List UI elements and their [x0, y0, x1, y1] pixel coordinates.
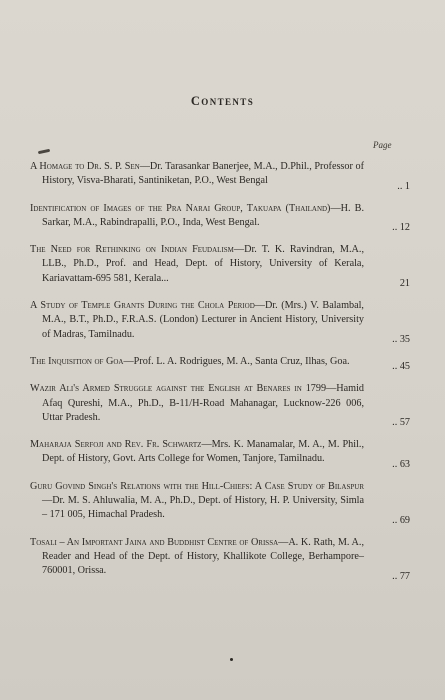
entry-page-number: .. 57	[392, 417, 410, 429]
entry-page-number: .. 35	[392, 333, 410, 345]
entry-page-number: .. 69	[392, 514, 410, 526]
contents-entry	[30, 480, 410, 526]
entry-author: —Hamid Afaq Qureshi, M.A., Ph.D., B-11/H-Road Mahanagar, Lucknow-226 006, Uttar Pradesh.	[42, 383, 364, 423]
entry-text	[30, 382, 364, 425]
entry-author: —Dr. Tarasankar Banerjee, M.A., D.Phil., Professor of History, Visva-Bharati, Santiniketan, P.O., West Bengal	[42, 161, 364, 187]
entry-title: Guru Govind Singh's Relations with the Hill-Chiefs: A Case Study of Bilaspur	[30, 480, 364, 492]
ink-dot	[230, 658, 233, 661]
entry-author: —H. B. Sarkar, M.A., Rabindrapalli, P.O., Inda, West Bengal.	[42, 202, 364, 228]
entry-text	[30, 355, 364, 369]
contents-entry	[30, 536, 410, 582]
entry-title: Identification of Images of the Pra Narai Group, Takuapa (Thailand)	[30, 202, 331, 214]
entry-title: The Inquisition of Goa	[30, 355, 124, 367]
contents-entry	[30, 202, 410, 234]
entry-text	[30, 243, 364, 286]
entry-author: —Dr. T. K. Ravindran, M.A., LLB., Ph.D., Prof. and Head, Dept. of History, University of Kerala, Kariavattam-695 581, Kerala...	[42, 244, 364, 284]
contents-entry	[30, 438, 410, 470]
entry-title: The Need for Rethinking on Indian Feudalism	[30, 244, 234, 256]
entry-page-number: 21	[399, 278, 410, 290]
entry-page-number: .. 12	[392, 222, 410, 234]
entry-text	[30, 299, 364, 342]
page-column-header: Page	[373, 140, 392, 150]
entry-author: —Prof. L. A. Rodrigues, M. A., Santa Cruz, Ilhas, Goa.	[123, 355, 350, 367]
entry-author: —A. K. Rath, M. A., Reader and Head of the Dept. of History, Khallikote College, Berhampore–760001, Orissa.	[42, 536, 364, 577]
contents-entry	[30, 382, 410, 429]
entry-page-number: .. 77	[392, 570, 410, 582]
entry-author: —Dr. (Mrs.) V. Balambal, M.A., B.T., Ph.D., F.R.A.S. (London) Lecturer in Ancient History, University of Madras, Tamilnadu.	[42, 300, 364, 340]
entry-text	[30, 160, 364, 189]
entry-title: A Homage to Dr. S. P. Sen	[30, 161, 140, 172]
entry-text	[30, 536, 364, 579]
entry-title: A Study of Temple Grants During the Chola Period	[30, 300, 255, 312]
contents-entry	[30, 160, 410, 192]
entry-author: —Dr. M. S. Ahluwalia, M. A., Ph.D., Dept. of History, H. P. University, Simla – 171 005, Himachal Pradesh.	[42, 495, 364, 521]
ink-mark	[38, 149, 50, 154]
entry-text	[30, 202, 364, 231]
contents-list	[30, 160, 410, 592]
entry-author: —Mrs. K. Manamalar, M. A., M. Phil., Dept. of History, Govt. Arts College for Women, Tanjore, Tamilnadu.	[42, 439, 364, 465]
entry-title: Wazir Ali's Armed Struggle against the English at Benares in 1799	[30, 383, 327, 395]
entry-page-number: .. 1	[397, 180, 410, 192]
contents-entry	[30, 243, 410, 290]
entry-text	[30, 480, 364, 523]
entry-text	[30, 438, 364, 467]
entry-title: Tosali – An Important Jaina and Buddhist Centre of Orissa	[30, 536, 279, 548]
page-title: Contents	[190, 94, 255, 108]
entry-page-number: .. 63	[392, 458, 410, 470]
contents-entry	[30, 299, 410, 345]
contents-entry	[30, 355, 410, 373]
entry-page-number: .. 45	[392, 361, 410, 373]
entry-title: Maharaja Serfoji and Rev. Fr. Schwartz	[30, 439, 202, 451]
